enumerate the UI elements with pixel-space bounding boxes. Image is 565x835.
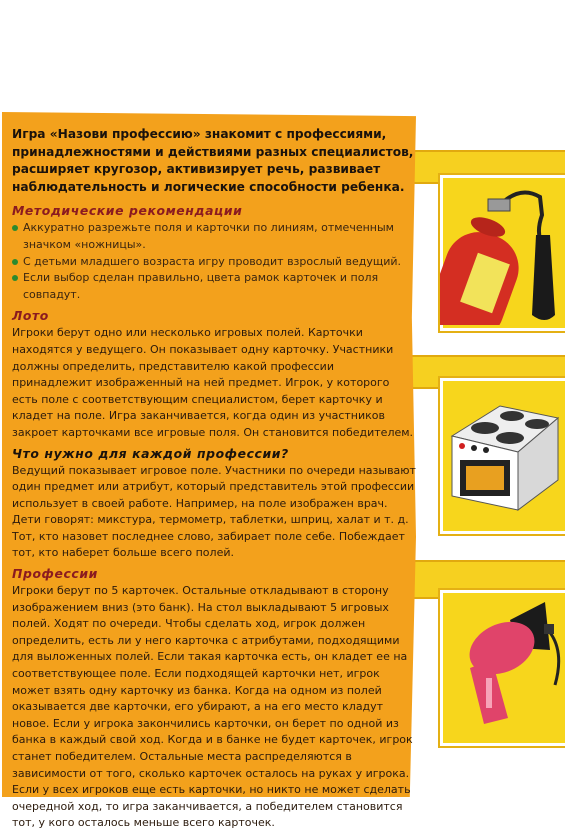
bullet-icon: [12, 275, 18, 281]
methods-list: [12, 220, 417, 303]
list-item: Если выбор сделан правильно, цвета рамок карточек и поля совпадут.: [12, 270, 417, 303]
professions-heading: Профессии: [12, 566, 98, 582]
lotto-heading: Лото: [12, 308, 49, 324]
fire-extinguisher-icon: [440, 175, 565, 325]
bullet-icon: [12, 259, 18, 265]
card-electric-stove: [440, 378, 565, 534]
electric-stove-icon: [440, 378, 565, 528]
list-item: С детьми младшего возраста игру проводит взрослый ведущий.: [12, 254, 417, 271]
list-item: Аккуратно разрежьте поля и карточки по линиям, отмеченным значком «ножницы».: [12, 220, 417, 253]
instructions: [12, 126, 417, 835]
needs-heading: Что нужно для каждой профессии?: [12, 445, 289, 461]
lotto-text: Игроки берут одно или несколько игровых полей. Карточки находятся у ведущего. Он показывает одну карточку. Участники должны определить, представителю какой профессии принадлежит изображенный на ней предмет. Игрок, у которого есть поле с соответствующим специалистом, берет карточку и кладет на поле. Игра заканчивается, когда один из участников закроет карточками все игровые поля. Он становится победителем.: [12, 326, 414, 439]
card-hair-dryer: [440, 590, 565, 746]
hair-dryer-icon: [440, 590, 565, 740]
bullet-icon: [12, 225, 18, 231]
methods-heading: Методические рекомендации: [12, 203, 243, 219]
professions-text: Игроки берут по 5 карточек. Остальные откладывают в сторону изображением вниз (это банк). На стол выкладывают 5 игровых полей. Ходят по очереди. Чтобы сделать ход, игрок должен определить, есть ли у него карточка с атрибутами, подходящими для выложенных полей. Если такая карточка есть, он кладет ее на соответствующее поле. Если подходящей карточки нет, игрок может взять одну карточку из банка. Когда на одном из полей оказывается две карточки, его убирают, а на его место кладут новое. Если у игрока закончились карточки, он берет по одной из банка в каждый свой ход. Когда и в банке не будет карточек, игрок станет победителем. Остальные места распределяются в зависимости от того, сколько карточек осталось на руках у игрока. Если у всех игроков еще есть карточки, но никто не может сделать очередной ход, то игра заканчивается, а победителем становится тот, у кого осталось меньше всего карточек.: [12, 584, 413, 830]
intro-text: Игра «Назови профессию» знакомит с профессиями, принадлежностями и действиями разных специалистов, расширяет кругозор, активизирует речь, развивает наблюдательность и логические способности ребенка.: [12, 127, 414, 194]
needs-text: Ведущий показывает игровое поле. Участники по очереди называют один предмет или атрибут, который представитель этой профессии использует в своей работе. Например, на поле изображен врач. Дети говорят: микстура, термометр, таблетки, шприц, халат и т. д. Тот, кто назовет последнее слово, забирает поле себе. Побеждает тот, кто наберет больше всего полей.: [12, 463, 416, 560]
card-fire-extinguisher: [440, 175, 565, 331]
